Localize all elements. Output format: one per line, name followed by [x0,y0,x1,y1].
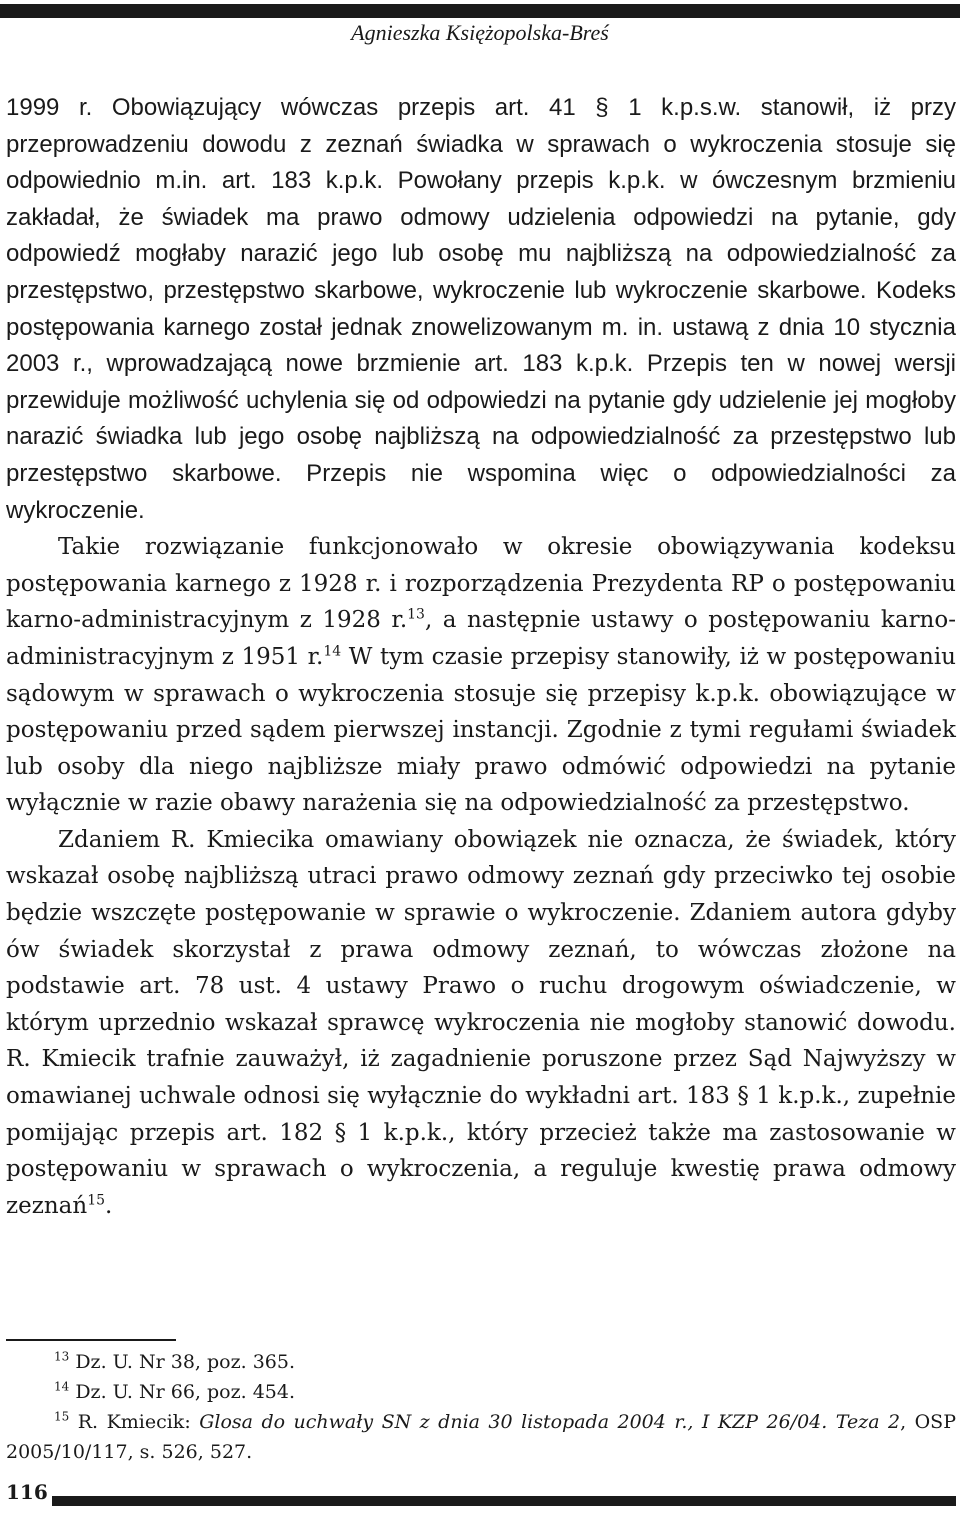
running-head: Agnieszka Księżopolska-Breś [351,20,609,45]
footnote-number: 13 [54,1349,70,1364]
footnote-number: 14 [54,1379,70,1394]
footnote-14 [6,1377,956,1407]
footer-rule [52,1496,956,1506]
footnote-ref-15[interactable]: 15 [87,1192,106,1209]
footnote-ref-14[interactable]: 14 [323,643,342,660]
main-text [6,90,956,1224]
page-number: 116 [6,1480,48,1504]
footnote-text: Dz. U. Nr 38, poz. 365. [75,1351,295,1373]
footnote-separator [6,1339,176,1341]
paragraph-3 [6,822,956,1225]
footnote-13 [6,1347,956,1377]
footnote-citation: , OSP 2005/10/117, s. 526, 527. [6,1411,956,1463]
paragraph-2-part-c: W tym czasie przepisy stanowiły, iż w postępowaniu sądowym w sprawach o wykroczenia stosuje się przepisy k.p.k. obowiązujące w postępowaniu przed sądem pierwszej instancji. Zgodnie z tymi regułami świadek lub osoby dla niego najbliższe miały prawo odmówić odpowiedzi na pytanie wyłącznie w razie obawy narażenia się na odpowiedzialność za przestępstwo. [6,643,956,817]
paragraph-2-part-a: Takie rozwiązanie funkcjonowało w okresie obowiązywania kodeksu postępowania karnego z 1928 r. i rozporządzenia Prezydenta RP o postępowaniu karno-administracyjnym z 1928 r. [6,534,956,634]
footnote-title: Glosa do uchwały SN z dnia 30 listopada 2004 r., I KZP 26/04. Teza 2 [199,1411,901,1433]
footnote-author: R. Kmiecik: [77,1411,200,1433]
footnote-15 [6,1407,956,1467]
paragraph-3-part-a: Zdaniem R. Kmiecika omawiany obowiązek nie oznacza, że świadek, który wskazał osobę najbliższą utraci prawo odmowy zeznań gdy przeciwko tej osobie będzie wszczęte postępowanie w sprawie o wykroczenie. Zdaniem autora gdyby ów świadek skorzystał z prawa odmowy zeznań, to wówczas złożone na podstawie art. 78 ust. 4 ustawy Prawo o ruchu drogowym oświadczenie, w którym uprzednio wskazał sprawcę wykroczenia nie mogłoby stanowić dowodu. R. Kmiecik trafnie zauważył, iż zagadnienie poruszone przez Sąd Najwyższy w omawianej uchwale odnosi się wyłącznie do wykładni art. 183 § 1 k.p.k., zupełnie pomijając przepis art. 182 § 1 k.p.k., który przecież także ma zastosowanie w postępowaniu w sprawach o wykroczenia, a reguluje kwestię prawa odmowy zeznań [6,826,956,1219]
paragraph-1: 1999 r. Obowiązujący wówczas przepis art. 41 § 1 k.p.s.w. stanowił, iż przy przeprowadzeniu dowodu z zeznań świadka w sprawach o wykroczenia stosuje się odpowiednio m.in. art. 183 k.p.k. Powołany przepis k.p.k. w ówczesnym brzmieniu zakładał, że świadek ma prawo odmowy udzielenia odpowiedzi na pytanie, gdy odpowiedź mogłaby narazić jego lub osobę mu najbliższą na odpowiedzialność za przestępstwo, przestępstwo skarbowe, wykroczenie lub wykroczenie skarbowe. Kodeks postępowania karnego został jednak znowelizowanym m. in. ustawą z dnia 10 stycznia 2003 r., wprowadzającą nowe brzmienie art. 183 k.p.k. Przepis ten w nowej wersji przewiduje możliwość uchylenia się od odpowiedzi na pytanie gdy udzielenie jej mogłoby narazić świadka lub jego osobę najbliższą na odpowiedzialność za przestępstwo lub przestępstwo skarbowe. Przepis nie wspomina więc o odpowiedzialności za wykroczenie. [6,94,956,524]
paragraph-2-part-b: , a następnie ustawy o postępowaniu karno-administracyjnym z 1951 r. [6,607,956,670]
header-rule [0,4,960,18]
footnote-text: Dz. U. Nr 66, poz. 454. [75,1381,295,1403]
paragraph-3-end: . [105,1192,113,1219]
footnote-ref-13[interactable]: 13 [407,606,425,623]
paragraph-2 [6,529,956,822]
footnotes [6,1347,956,1467]
footnote-number: 15 [54,1409,70,1424]
